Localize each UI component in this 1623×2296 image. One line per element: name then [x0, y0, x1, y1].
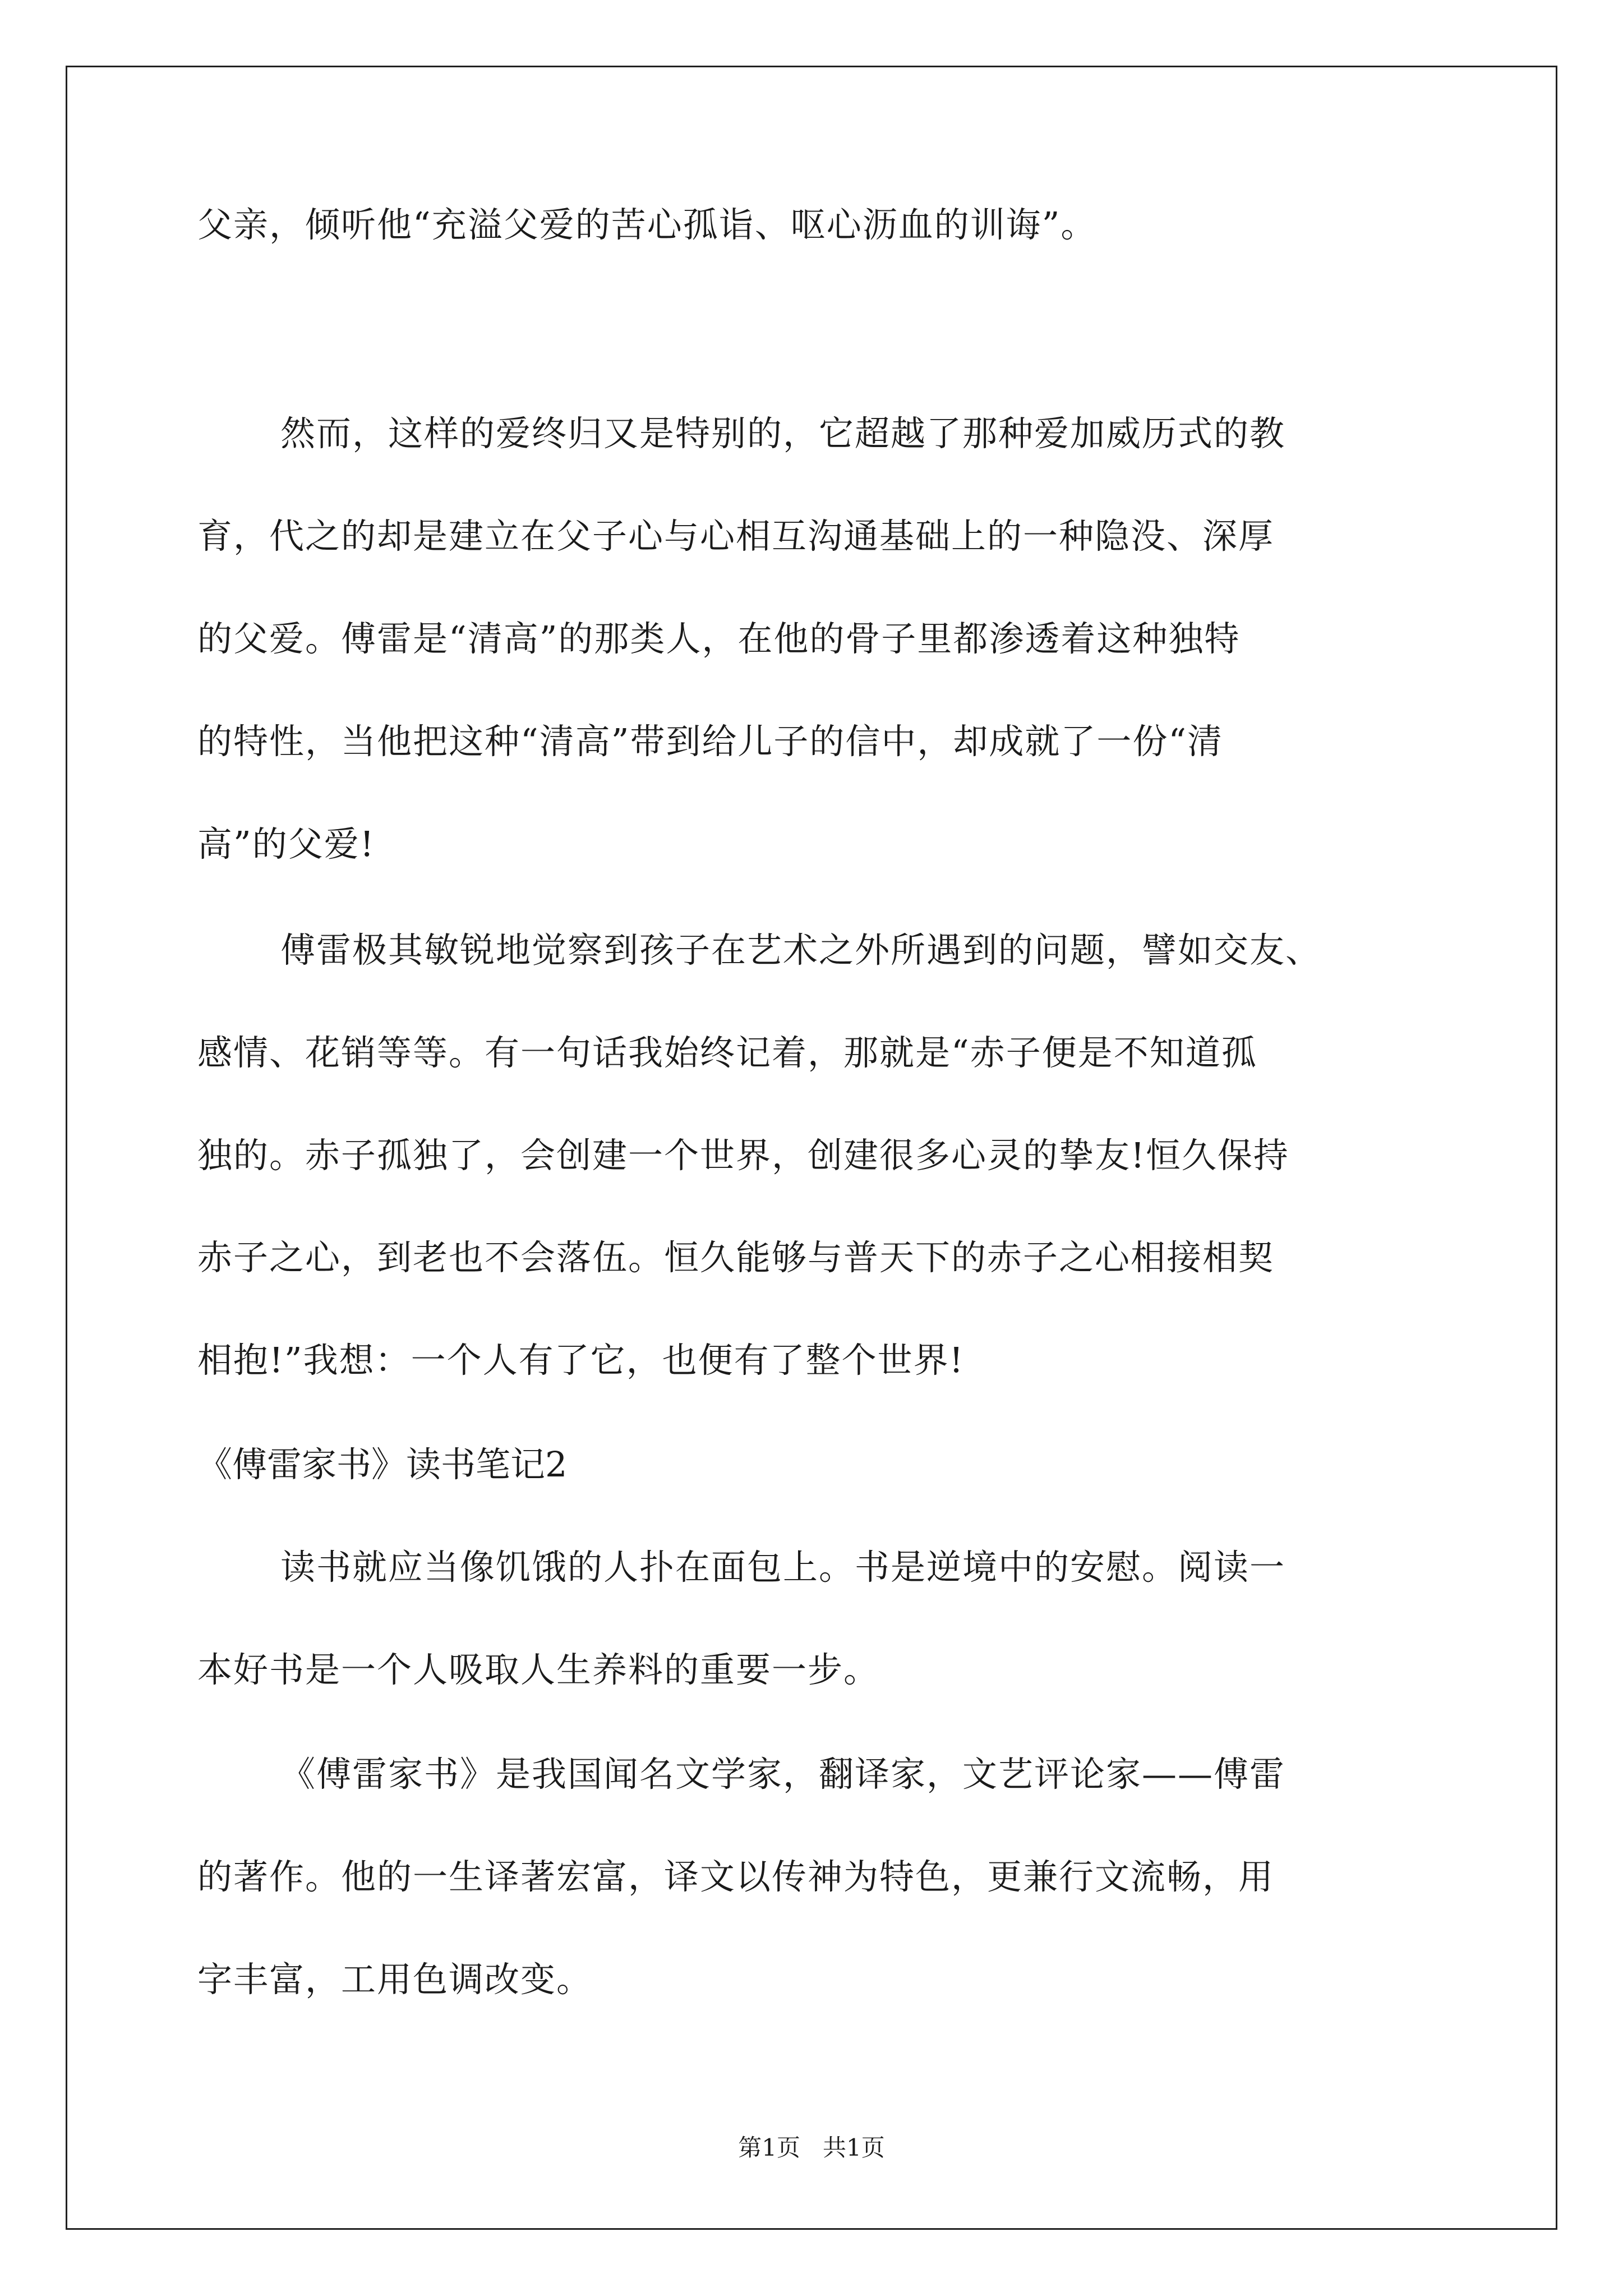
text-line: 本好书是一个人吸取人生养料的重要一步。 [197, 1649, 880, 1691]
text-line: 独的。赤子孤独了，会创建一个世界，创建很多心灵的挚友!恒久保持 [197, 1134, 1289, 1176]
paragraph-start-line: 读书就应当像饥饿的人扑在面包上。书是逆境中的安慰。阅读一 [280, 1547, 1286, 1588]
text-line: 育，代之的却是建立在父子心与心相互沟通基础上的一种隐没、深厚 [197, 515, 1275, 556]
paragraph-start-line: 然而，这样的爱终归又是特别的，它超越了那种爱加威历式的教 [280, 413, 1286, 454]
text-line: 父亲，倾听他“充溢父爱的苦心孤诣、呕心沥血的训诲”。 [197, 204, 1097, 245]
text-line: 感情、花销等等。有一句话我始终记着，那就是“赤子便是不知道孤 [197, 1032, 1257, 1073]
text-line: 的著作。他的一生译著宏富，译文以传神为特色，更兼行文流畅，用 [197, 1856, 1275, 1897]
text-line: 相抱!”我想：一个人有了它，也便有了整个世界! [197, 1340, 965, 1381]
text-line: 赤子之心，到老也不会落伍。恒久能够与普天下的赤子之心相接相契 [197, 1237, 1275, 1278]
page-number-footer: 第1页 共1页 [738, 2134, 885, 2161]
section-heading: 《傅雷家书》读书笔记2 [197, 1444, 568, 1485]
paragraph-start-line: 《傅雷家书》是我国闻名文学家，翻译家，文艺评论家——傅雷 [280, 1754, 1286, 1795]
text-line: 字丰富，工用色调改变。 [197, 1958, 593, 2000]
text-line: 的特性，当他把这种“清高”带到给儿子的信中，却成就了一份“清 [197, 720, 1224, 762]
text-line: 高”的父爱! [197, 823, 375, 864]
paragraph-start-line: 傅雷极其敏锐地觉察到孩子在艺术之外所遇到的问题，譬如交友、 [280, 929, 1322, 970]
text-line: 的父爱。傅雷是“清高”的那类人，在他的骨子里都渗透着这种独特 [197, 618, 1241, 659]
